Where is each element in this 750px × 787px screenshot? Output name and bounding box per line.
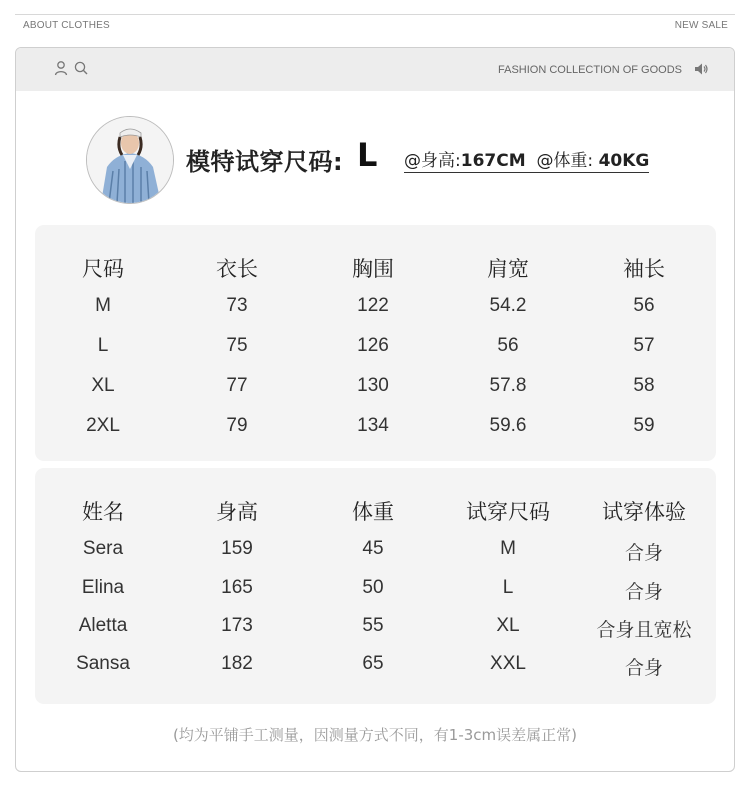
fashion-collection-tagline: FASHION COLLECTION OF GOODS — [498, 64, 682, 76]
about-clothes-label: ABOUT CLOTHES — [23, 20, 110, 31]
size-table-panel — [35, 225, 716, 461]
top-divider — [15, 14, 735, 15]
fit-table-cell: 合身 — [624, 543, 663, 564]
size-table-cell: M — [95, 295, 111, 316]
size-table-cell: XL — [91, 375, 115, 396]
fit-table-header: 体重 — [352, 500, 394, 524]
size-table-cell: 56 — [497, 335, 519, 356]
model-avatar — [86, 116, 174, 204]
measurement-footnote: (均为平铺手工测量，因测量方式不同，有1-3cm误差属正常) — [172, 726, 578, 744]
weight-label: @体重: — [536, 151, 594, 171]
fit-table-header: 姓名 — [82, 500, 124, 524]
fit-table-cell: 165 — [221, 577, 253, 598]
new-sale-label: NEW SALE — [674, 20, 728, 31]
size-table-cell: 58 — [633, 375, 655, 396]
fit-table-panel — [35, 468, 716, 704]
size-table-cell: 54.2 — [489, 295, 527, 316]
size-table-header: 袖长 — [623, 257, 665, 281]
speaker-icon[interactable] — [693, 61, 709, 77]
size-table-header: 肩宽 — [487, 257, 529, 281]
size-table-cell: 122 — [357, 295, 389, 316]
fit-table-cell: XL — [496, 615, 520, 636]
fit-table-header: 身高 — [216, 500, 258, 524]
fit-table-cell: Aletta — [78, 615, 128, 636]
size-table-cell: 57 — [633, 335, 655, 356]
model-size-title: 模特试穿尺码: — [186, 148, 344, 176]
fit-table-cell: 173 — [221, 615, 253, 636]
fit-table-cell: 合身 — [624, 658, 663, 679]
size-table-cell: 126 — [357, 335, 389, 356]
card-header-bar — [16, 48, 734, 91]
fit-table-cell: M — [500, 538, 516, 559]
fit-table-header: 试穿尺码 — [466, 500, 550, 524]
size-table-cell: 75 — [226, 335, 248, 356]
fit-table-cell: 182 — [221, 653, 253, 674]
size-chart-card — [15, 47, 735, 772]
size-table-header: 胸围 — [352, 257, 394, 281]
fit-table-header: 试穿体验 — [602, 500, 686, 524]
size-table-cell: L — [97, 335, 109, 356]
fit-table-cell: XXL — [490, 653, 526, 674]
size-table-cell: 73 — [226, 295, 248, 316]
size-table-cell: 57.8 — [489, 375, 527, 396]
fit-table-cell: 50 — [362, 577, 384, 598]
size-table-cell: 59 — [633, 415, 655, 436]
height-label: @身高: — [404, 151, 461, 171]
fit-table-cell: Sansa — [76, 653, 130, 674]
weight-value: 40KG — [598, 151, 650, 171]
fit-table-cell: Elina — [81, 577, 125, 598]
fit-table-cell: 合身 — [624, 582, 663, 603]
search-icon[interactable] — [73, 60, 89, 76]
fit-table-cell: 45 — [362, 538, 384, 559]
fit-table-cell: 159 — [221, 538, 253, 559]
size-table-cell: 130 — [357, 375, 389, 396]
fit-table-cell: Sera — [82, 538, 124, 559]
size-table-cell: 56 — [633, 295, 655, 316]
model-size-value: L — [357, 136, 378, 174]
size-table-header: 尺码 — [82, 257, 124, 281]
size-table-cell: 134 — [357, 415, 389, 436]
fit-table-cell: 65 — [362, 653, 384, 674]
size-table-cell: 79 — [226, 415, 248, 436]
size-table-header: 衣长 — [216, 257, 258, 281]
height-value: 167CM — [460, 151, 526, 171]
size-table-cell: 2XL — [86, 415, 120, 436]
model-stats — [404, 146, 649, 173]
fit-table-cell: 合身且宽松 — [596, 620, 692, 641]
size-table-cell: 59.6 — [489, 415, 527, 436]
fit-table-cell: L — [502, 577, 514, 598]
size-table-cell: 77 — [226, 375, 248, 396]
user-icon[interactable] — [53, 60, 69, 76]
fit-table-cell: 55 — [362, 615, 384, 636]
